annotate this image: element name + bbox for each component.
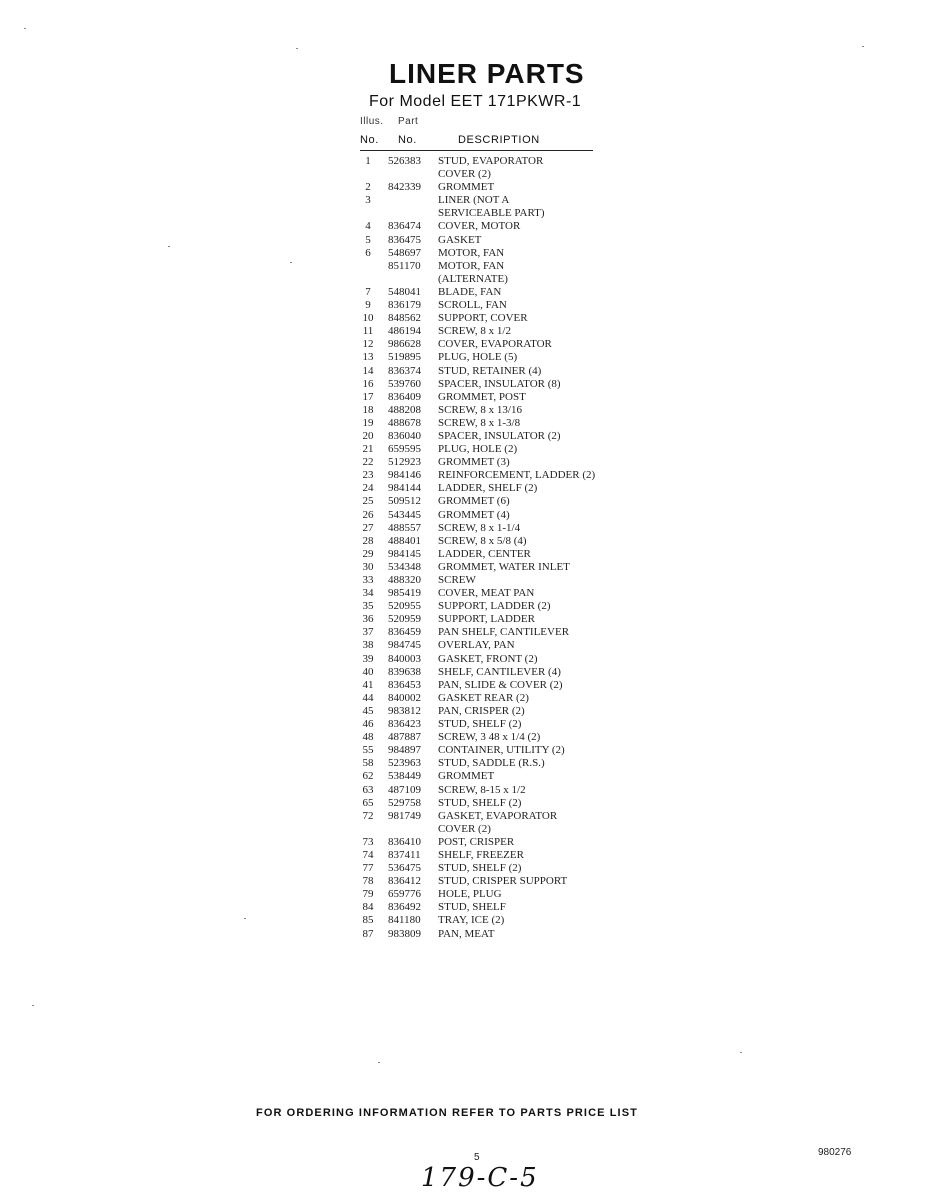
part-number: 983812 <box>388 704 421 717</box>
part-description: LADDER, CENTER <box>438 547 531 560</box>
part-number: 509512 <box>388 495 421 508</box>
illus-number: 55 <box>362 744 374 757</box>
illus-number: 17 <box>362 390 374 403</box>
table-row <box>360 522 620 535</box>
part-description: REINFORCEMENT, LADDER (2) <box>438 469 596 482</box>
ordering-info-note: FOR ORDERING INFORMATION REFER TO PARTS PRICE LIST <box>256 1107 638 1119</box>
part-number: 659595 <box>388 443 421 456</box>
part-description: GASKET <box>438 233 482 246</box>
table-row <box>360 495 620 508</box>
illus-number: 77 <box>362 862 374 875</box>
part-description: MOTOR, FAN <box>438 259 505 272</box>
table-row <box>360 194 620 207</box>
part-description: LINER (NOT A <box>438 194 510 207</box>
part-description: SPACER, INSULATOR (8) <box>438 377 561 390</box>
part-description: PAN, MEAT <box>438 927 495 940</box>
illus-number: 28 <box>362 534 374 547</box>
scan-speck <box>296 48 298 49</box>
illus-number: 30 <box>362 560 374 573</box>
part-number: 512923 <box>388 456 421 469</box>
table-row <box>360 365 620 378</box>
part-description: GROMMET (6) <box>438 495 510 508</box>
scan-speck <box>168 246 170 247</box>
illus-number: 2 <box>365 181 371 194</box>
part-description: OVERLAY, PAN <box>438 639 515 652</box>
table-row <box>360 482 620 495</box>
table-row <box>360 928 620 941</box>
table-row <box>360 260 620 273</box>
table-row <box>360 862 620 875</box>
part-description: LADDER, SHELF (2) <box>438 482 538 495</box>
illus-number: 25 <box>362 495 374 508</box>
part-number: 836474 <box>388 220 421 233</box>
part-description: PLUG, HOLE (5) <box>438 351 518 364</box>
table-row <box>360 653 620 666</box>
table-row <box>360 220 620 233</box>
part-number: 534348 <box>388 560 421 573</box>
part-number: 837411 <box>388 848 421 861</box>
part-number: 840003 <box>388 652 421 665</box>
part-description: SCREW, 8 x 1/2 <box>438 325 511 338</box>
table-row <box>360 718 620 731</box>
part-number: 836492 <box>388 901 421 914</box>
page-number: 5 <box>474 1152 480 1163</box>
table-row <box>360 639 620 652</box>
table-row <box>360 443 620 456</box>
part-description: PLUG, HOLE (2) <box>438 443 518 456</box>
part-number: 985419 <box>388 587 421 600</box>
table-row <box>360 404 620 417</box>
illus-number: 10 <box>362 312 374 325</box>
illus-number: 23 <box>362 469 374 482</box>
table-row <box>360 299 620 312</box>
table-row <box>360 613 620 626</box>
part-description: GROMMET, WATER INLET <box>438 560 570 573</box>
illus-number: 44 <box>362 691 374 704</box>
header-rule <box>360 150 593 151</box>
part-description: SHELF, CANTILEVER (4) <box>438 665 561 678</box>
part-description: SUPPORT, COVER <box>438 312 528 325</box>
illus-number: 12 <box>362 338 374 351</box>
part-number: 836412 <box>388 875 421 888</box>
part-description: STUD, SHELF <box>438 901 506 914</box>
table-row <box>360 784 620 797</box>
illus-number: 79 <box>362 888 374 901</box>
part-description: STUD, RETAINER (4) <box>438 364 542 377</box>
illus-number: 16 <box>362 377 374 390</box>
part-description: GROMMET (3) <box>438 456 510 469</box>
table-row <box>360 430 620 443</box>
illus-number: 21 <box>362 443 374 456</box>
illus-number: 84 <box>362 901 374 914</box>
table-row <box>360 561 620 574</box>
part-number: 486194 <box>388 325 421 338</box>
scan-speck <box>24 28 26 29</box>
part-description: PAN SHELF, CANTILEVER <box>438 626 570 639</box>
part-description: SCROLL, FAN <box>438 299 507 312</box>
table-row <box>360 626 620 639</box>
part-description: SCREW, 8 x 5/8 (4) <box>438 534 527 547</box>
table-row <box>360 731 620 744</box>
table-row <box>360 378 620 391</box>
part-number: 487109 <box>388 783 421 796</box>
table-row <box>360 810 620 823</box>
header-description: DESCRIPTION <box>458 134 540 146</box>
part-description: SCREW, 8-15 x 1/2 <box>438 783 526 796</box>
illus-number: 46 <box>362 718 374 731</box>
part-number: 984144 <box>388 482 421 495</box>
part-number: 836475 <box>388 233 421 246</box>
table-row <box>360 168 620 181</box>
table-row <box>360 273 620 286</box>
part-number: 529758 <box>388 796 421 809</box>
scan-speck <box>740 1052 742 1053</box>
illus-number: 74 <box>362 848 374 861</box>
part-description: GASKET, EVAPORATOR <box>438 809 558 822</box>
part-description: GASKET REAR (2) <box>438 691 529 704</box>
illus-number: 29 <box>362 547 374 560</box>
part-number: 983809 <box>388 927 421 940</box>
part-number: 487887 <box>388 731 421 744</box>
part-description: STUD, CRISPER SUPPORT <box>438 875 568 888</box>
table-row <box>360 600 620 613</box>
table-row <box>360 351 620 364</box>
part-number: 520955 <box>388 600 421 613</box>
document-code: 980276 <box>818 1147 852 1158</box>
table-row <box>360 823 620 836</box>
table-row <box>360 391 620 404</box>
part-number: 836423 <box>388 718 421 731</box>
illus-number: 1 <box>365 155 371 167</box>
part-description: SCREW, 8 x 13/16 <box>438 403 522 416</box>
part-number: 984145 <box>388 547 421 560</box>
header-part-no: No. <box>398 134 417 146</box>
part-number: 488401 <box>388 534 421 547</box>
illus-number: 38 <box>362 639 374 652</box>
illus-number: 27 <box>362 521 374 534</box>
illus-number: 6 <box>365 246 371 259</box>
part-number: 488208 <box>388 403 421 416</box>
part-description: TRAY, ICE (2) <box>438 914 505 927</box>
part-description: HOLE, PLUG <box>438 888 502 901</box>
table-row <box>360 757 620 770</box>
part-description: STUD, SHELF (2) <box>438 862 522 875</box>
table-row <box>360 587 620 600</box>
part-description: COVER, MOTOR <box>438 220 521 233</box>
illus-number: 34 <box>362 587 374 600</box>
parts-table <box>360 155 620 941</box>
part-description: STUD, SADDLE (R.S.) <box>438 757 545 770</box>
illus-number: 72 <box>362 809 374 822</box>
illus-number: 3 <box>365 194 371 207</box>
part-description: SUPPORT, LADDER (2) <box>438 600 551 613</box>
part-description: COVER (2) <box>438 168 491 181</box>
part-number: 836374 <box>388 364 421 377</box>
part-description: SUPPORT, LADDER <box>438 613 535 626</box>
part-description: COVER, EVAPORATOR <box>438 338 552 351</box>
illus-number: 36 <box>362 613 374 626</box>
table-row <box>360 535 620 548</box>
table-row <box>360 417 620 430</box>
illus-number: 18 <box>362 403 374 416</box>
illus-number: 78 <box>362 875 374 888</box>
illus-number: 48 <box>362 731 374 744</box>
part-number: 836410 <box>388 835 421 848</box>
illus-number: 37 <box>362 626 374 639</box>
part-number: 488557 <box>388 521 421 534</box>
part-number: 981749 <box>388 809 421 822</box>
table-row <box>360 234 620 247</box>
header-illus-no: No. <box>360 134 379 146</box>
illus-number: 73 <box>362 835 374 848</box>
illus-number: 26 <box>362 508 374 521</box>
part-description: GROMMET, POST <box>438 390 526 403</box>
table-row <box>360 574 620 587</box>
table-row <box>360 456 620 469</box>
table-row <box>360 286 620 299</box>
table-row <box>360 469 620 482</box>
table-row <box>360 679 620 692</box>
part-description: CONTAINER, UTILITY (2) <box>438 744 565 757</box>
illus-number: 13 <box>362 351 374 364</box>
illus-number: 85 <box>362 914 374 927</box>
part-number: 543445 <box>388 508 421 521</box>
table-row <box>360 744 620 757</box>
illus-number: 87 <box>362 927 374 940</box>
part-description: GASKET, FRONT (2) <box>438 652 538 665</box>
part-number: 536475 <box>388 862 421 875</box>
part-description: PAN, SLIDE & COVER (2) <box>438 678 563 691</box>
part-number: 984745 <box>388 639 421 652</box>
illus-number: 19 <box>362 416 374 429</box>
table-row <box>360 705 620 718</box>
table-row <box>360 692 620 705</box>
illus-number: 5 <box>365 233 371 246</box>
part-number: 539760 <box>388 377 421 390</box>
table-row <box>360 207 620 220</box>
part-number: 836179 <box>388 299 421 312</box>
illus-number: 58 <box>362 757 374 770</box>
table-row <box>360 181 620 194</box>
table-row <box>360 338 620 351</box>
illus-number: 41 <box>362 678 374 691</box>
part-number: 488678 <box>388 416 421 429</box>
part-number: 548697 <box>388 246 421 259</box>
part-description: STUD, EVAPORATOR <box>438 155 544 167</box>
part-number: 851170 <box>388 259 421 272</box>
part-description: SCREW <box>438 574 476 586</box>
part-number: 538449 <box>388 770 421 783</box>
illus-number: 33 <box>362 574 374 586</box>
table-row <box>360 849 620 862</box>
header-illus: Illus. <box>360 116 384 127</box>
table-row <box>360 914 620 927</box>
illus-number: 45 <box>362 704 374 717</box>
illus-number: 11 <box>362 325 374 338</box>
table-row <box>360 875 620 888</box>
table-row <box>360 247 620 260</box>
part-number: 519895 <box>388 351 421 364</box>
illus-number: 7 <box>365 285 371 298</box>
part-description: MOTOR, FAN <box>438 246 505 259</box>
part-number: 842339 <box>388 181 421 194</box>
part-description: SCREW, 3 48 x 1/4 (2) <box>438 731 541 744</box>
part-number: 526383 <box>388 155 421 167</box>
model-subtitle: For Model EET 171PKWR-1 <box>369 93 582 110</box>
part-description: GROMMET <box>438 181 495 194</box>
illus-number: 24 <box>362 482 374 495</box>
illus-number: 39 <box>362 652 374 665</box>
table-row <box>360 666 620 679</box>
illus-number: 4 <box>365 220 371 233</box>
table-row <box>360 770 620 783</box>
illus-number: 35 <box>362 600 374 613</box>
part-number: 836409 <box>388 390 421 403</box>
table-row <box>360 312 620 325</box>
scan-speck <box>32 1005 34 1006</box>
table-row <box>360 509 620 522</box>
part-number: 520959 <box>388 613 421 626</box>
illus-number: 9 <box>365 299 371 312</box>
part-description: BLADE, FAN <box>438 285 502 298</box>
part-number: 841180 <box>388 914 421 927</box>
part-description: GROMMET (4) <box>438 508 510 521</box>
part-number: 836040 <box>388 429 421 442</box>
part-number: 984146 <box>388 469 421 482</box>
part-number: 836459 <box>388 626 421 639</box>
part-description: PAN, CRISPER (2) <box>438 704 525 717</box>
table-row <box>360 155 620 168</box>
part-description: SCREW, 8 x 1-1/4 <box>438 521 521 534</box>
table-row <box>360 836 620 849</box>
part-number: 839638 <box>388 665 421 678</box>
part-description: POST, CRISPER <box>438 835 515 848</box>
part-description: GROMMET <box>438 770 495 783</box>
part-number: 659776 <box>388 888 421 901</box>
part-description: STUD, SHELF (2) <box>438 718 522 731</box>
scan-speck <box>290 262 292 263</box>
part-number: 548041 <box>388 285 421 298</box>
part-number: 523963 <box>388 757 421 770</box>
scan-speck <box>244 918 246 919</box>
part-number: 836453 <box>388 678 421 691</box>
part-description: SCREW, 8 x 1-3/8 <box>438 416 521 429</box>
illus-number: 63 <box>362 783 374 796</box>
illus-number: 22 <box>362 456 374 469</box>
header-part: Part <box>398 116 419 127</box>
illus-number: 14 <box>362 364 374 377</box>
table-row <box>360 901 620 914</box>
scan-speck <box>378 1062 380 1063</box>
page-title: LINER PARTS <box>389 58 585 89</box>
scan-speck <box>862 46 864 47</box>
illus-number: 65 <box>362 796 374 809</box>
handwritten-note: 179-C-5 <box>421 1163 539 1193</box>
illus-number: 40 <box>362 665 374 678</box>
part-description: SERVICEABLE PART) <box>438 207 545 220</box>
part-number: 848562 <box>388 312 421 325</box>
part-description: COVER, MEAT PAN <box>438 587 535 600</box>
part-description: STUD, SHELF (2) <box>438 796 522 809</box>
illus-number: 62 <box>362 770 374 783</box>
part-description: (ALTERNATE) <box>438 272 508 285</box>
part-number: 984897 <box>388 744 421 757</box>
part-number: 488320 <box>388 574 421 586</box>
table-row <box>360 797 620 810</box>
table-row <box>360 888 620 901</box>
table-row <box>360 325 620 338</box>
part-description: SHELF, FREEZER <box>438 848 524 861</box>
illus-number: 20 <box>362 429 374 442</box>
part-number: 840002 <box>388 691 421 704</box>
table-row <box>360 548 620 561</box>
part-description: SPACER, INSULATOR (2) <box>438 429 561 442</box>
part-number: 986628 <box>388 338 421 351</box>
part-description: COVER (2) <box>438 822 491 835</box>
